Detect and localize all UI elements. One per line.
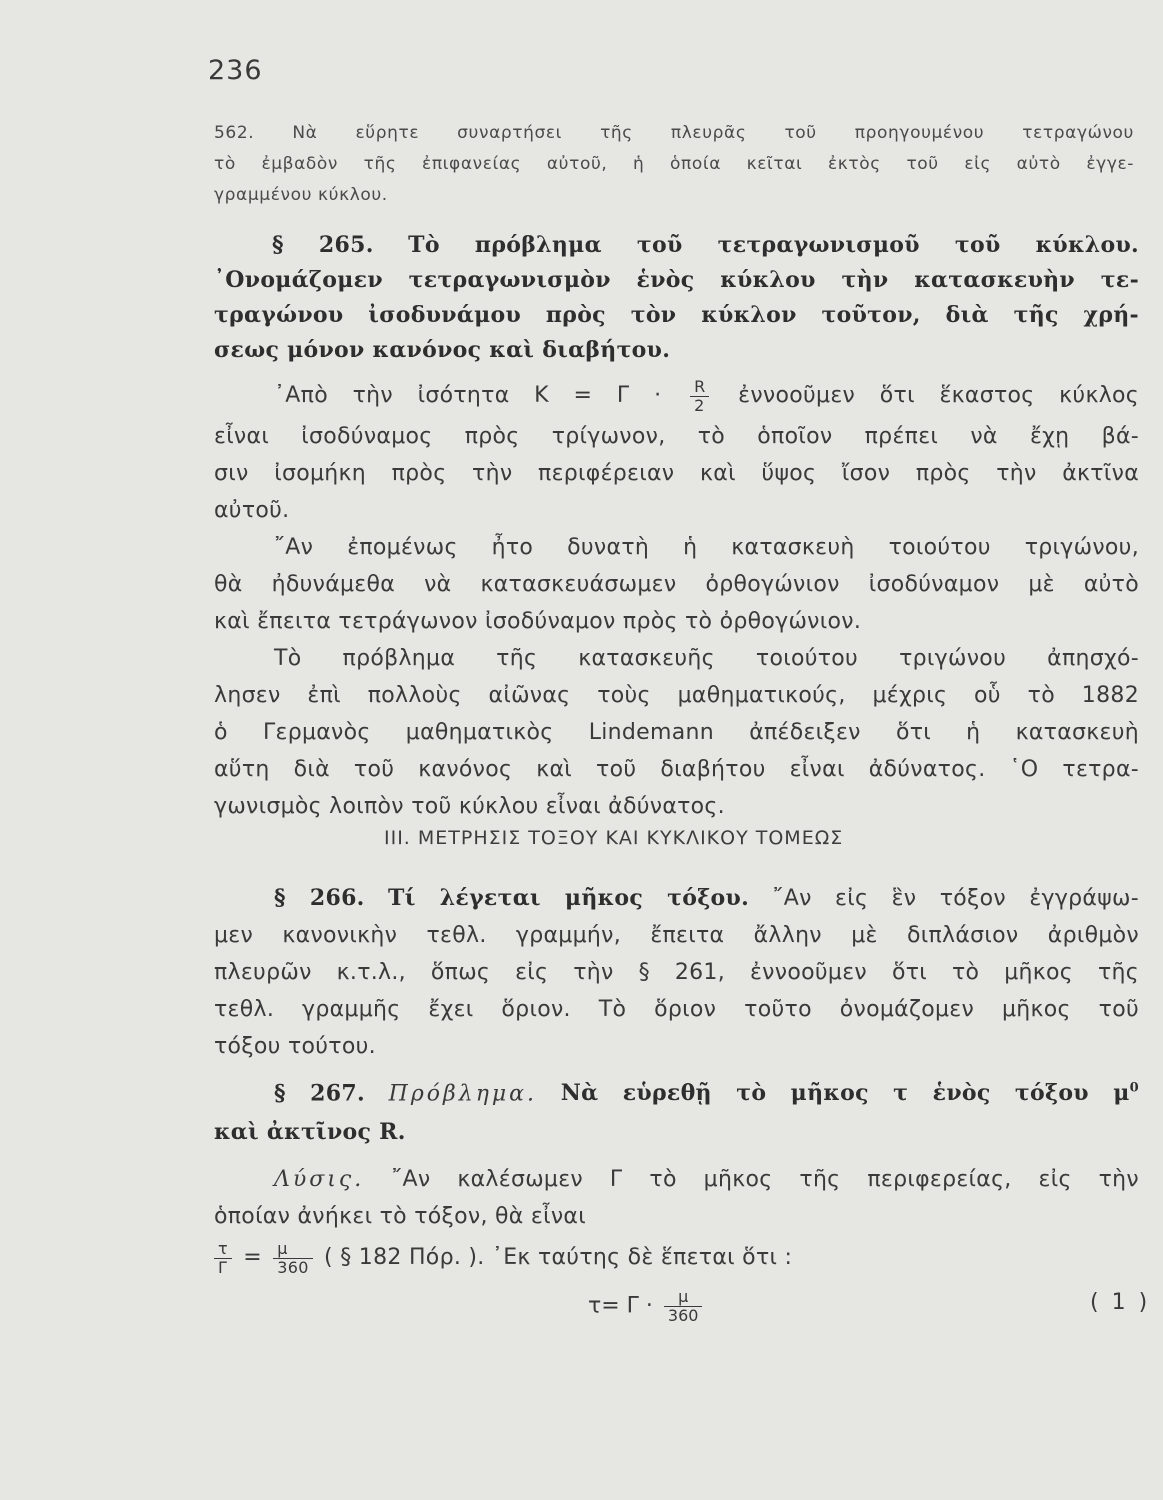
fraction-denominator: 360 — [273, 1258, 312, 1277]
equation-lhs: τ= Γ · — [588, 1293, 653, 1319]
paragraph-line: εἶναι ἰσοδύναμος πρὸς τρίγωνον, τὸ ὁποῖον πρέπει νὰ ἔχῃ βά- — [214, 424, 1139, 449]
proportion-text: ( § 182 Πόρ. ). ᾿Εκ ταύτης δὲ ἕπεται ὅτι : — [324, 1245, 793, 1271]
fraction-numerator: τ — [218, 1238, 228, 1258]
fraction-denominator: Γ — [214, 1258, 232, 1277]
problem-statement: Νὰ εὑρεθῇ τὸ μῆκος τ ἑνὸς τόξου μ — [560, 1080, 1130, 1107]
exercise-line: 562. Νὰ εὕρητε συναρτήσει τῆς πλευρᾶς τοῦ προηγουμένου τετραγώνου — [214, 123, 1134, 143]
section-267-heading — [214, 1070, 1139, 1113]
paragraph-line: ῎Αν ἐπομένως ἦτο δυνατὴ ἡ κατασκευὴ τοιούτου τριγώνου, — [274, 535, 1139, 560]
fraction-denominator: 360 — [664, 1306, 703, 1325]
paragraph-line: μεν κανονικὴν τεθλ. γραμμήν, ἔπειτα ἄλλην μὲ διπλάσιον ἀριθμὸν — [214, 923, 1139, 948]
fraction-denominator: 2 — [690, 396, 709, 415]
chapter-subheading: ΙΙΙ. ΜΕΤΡΗΣΙΣ ΤΟΞΟΥ ΚΑΙ ΚΥΚΛΙΚΟΥ ΤΟΜΕΩΣ — [384, 827, 844, 849]
proportion-line — [214, 1235, 1139, 1281]
definition-line: τραγώνου ἰσοδυνάμου πρὸς τὸν κύκλον τοῦτον, διὰ τῆς χρή- — [214, 302, 1139, 328]
formula-line — [214, 374, 1139, 418]
fraction-tau-over-gamma — [214, 1240, 232, 1277]
section-265-title: Τὸ πρόβλημα τοῦ τετραγωνισμοῦ τοῦ κύκλου. — [408, 232, 1140, 258]
section-266-text: ῎Αν εἰς ἓν τόξον ἐγγράψω- — [772, 886, 1140, 911]
paragraph-line: σιν ἰσομήκη πρὸς τὴν περιφέρειαν καὶ ὕψος ἴσον πρὸς τὴν ἀκτῖνα — [214, 461, 1139, 486]
equation-1 — [588, 1288, 706, 1325]
paragraph-line: τεθλ. γραμμῆς ἔχει ὅριον. Τὸ ὅριον τοῦτο ὀνομάζομεν μῆκος τοῦ — [214, 997, 1139, 1022]
fraction-mu-over-360 — [664, 1288, 703, 1325]
degree-mark: 0 — [1129, 1081, 1140, 1096]
definition-line: σεως μόνον κανόνος καὶ διαβήτου. — [214, 337, 671, 363]
exercise-line: τὸ ἐμβαδὸν τῆς ἐπιφανείας αὐτοῦ, ἡ ὁποία κεῖται ἐκτὸς τοῦ εἰς αὐτὸ ἐγγε- — [214, 154, 1134, 174]
section-267-title — [561, 1080, 1139, 1106]
paragraph-line: γωνισμὸς λοιπὸν τοῦ κύκλου εἶναι ἀδύνατος. — [214, 794, 725, 819]
section-266 — [214, 880, 1139, 1065]
fraction-numerator: μ — [277, 1238, 288, 1258]
formula-suffix: ἐννοοῦμεν ὅτι ἕκαστος κύκλος — [738, 383, 1139, 408]
section-265 — [214, 228, 1139, 825]
problem-statement-cont: καὶ ἀκτῖνος R. — [214, 1119, 406, 1146]
exercise-line: γραμμένου κύκλου. — [214, 185, 388, 205]
section-267 — [214, 1070, 1139, 1281]
solution-label: Λύσις. — [274, 1167, 365, 1193]
paragraph-line: τόξου τούτου. — [214, 1034, 376, 1059]
exercise-562 — [214, 118, 1134, 211]
paragraph-line: πλευρῶν κ.τ.λ., ὅπως εἰς τὴν § 261, ἐννοοῦμεν ὅτι τὸ μῆκος τῆς — [214, 960, 1139, 985]
paragraph-line: λησεν ἐπὶ πολλοὺς αἰῶνας τοὺς μαθηματικούς, μέχρις οὗ τὸ 1882 — [214, 683, 1139, 708]
section-265-heading — [214, 228, 1139, 263]
formula-prefix: ᾿Απὸ τὴν ἰσότητα Κ = Γ · — [274, 383, 662, 408]
fraction-numerator: R — [694, 376, 706, 396]
paragraph-line: ὁ Γερμανὸς μαθηματικὸς Lindemann ἀπέδειξεν ὅτι ἡ κατασκευὴ — [214, 720, 1139, 745]
section-266-number: § 266. — [274, 885, 365, 911]
section-266-first-line — [214, 880, 1139, 917]
paragraph-line: αὕτη διὰ τοῦ κανόνος καὶ τοῦ διαβήτου εἶναι ἀδύνατος. ῾Ο τετρα- — [214, 757, 1139, 782]
problem-label: Πρόβλημα. — [388, 1081, 538, 1107]
equation-number: ( 1 ) — [1090, 1290, 1151, 1315]
equals-sign: = — [243, 1245, 262, 1271]
solution-first-line — [214, 1161, 1139, 1198]
paragraph-line: αὐτοῦ. — [214, 498, 290, 523]
section-265-number: § 265. — [272, 232, 374, 258]
paragraph-line: καὶ ἔπειτα τετράγωνον ἰσοδύναμον πρὸς τὸ ὀρθογώνιον. — [214, 609, 862, 634]
definition-line: ᾿Ονομάζομεν τετραγωνισμὸν ἑνὸς κύκλου τὴν κατασκευὴν τε- — [214, 267, 1139, 293]
page-number: 236 — [208, 55, 263, 86]
fraction-numerator: μ — [678, 1287, 689, 1306]
section-266-title: Τί λέγεται μῆκος τόξου. — [388, 885, 750, 911]
solution-text: ῎Αν καλέσωμεν Γ τὸ μῆκος τῆς περιφερείας, εἰς τὴν — [391, 1167, 1139, 1193]
fraction-mu-over-360 — [273, 1240, 312, 1277]
paragraph-line: θὰ ἠδυνάμεθα νὰ κατασκευάσωμεν ὀρθογώνιον ἰσοδύναμον μὲ αὐτὸ — [214, 572, 1139, 597]
section-267-number: § 267. — [274, 1080, 365, 1107]
paragraph-line: Τὸ πρόβλημα τῆς κατασκευῆς τοιούτου τριγώνου ἀπησχό- — [274, 646, 1139, 671]
paragraph-line: ὁποίαν ἀνήκει τὸ τόξον, θὰ εἶναι — [214, 1204, 586, 1230]
fraction-r-over-2 — [690, 378, 709, 415]
